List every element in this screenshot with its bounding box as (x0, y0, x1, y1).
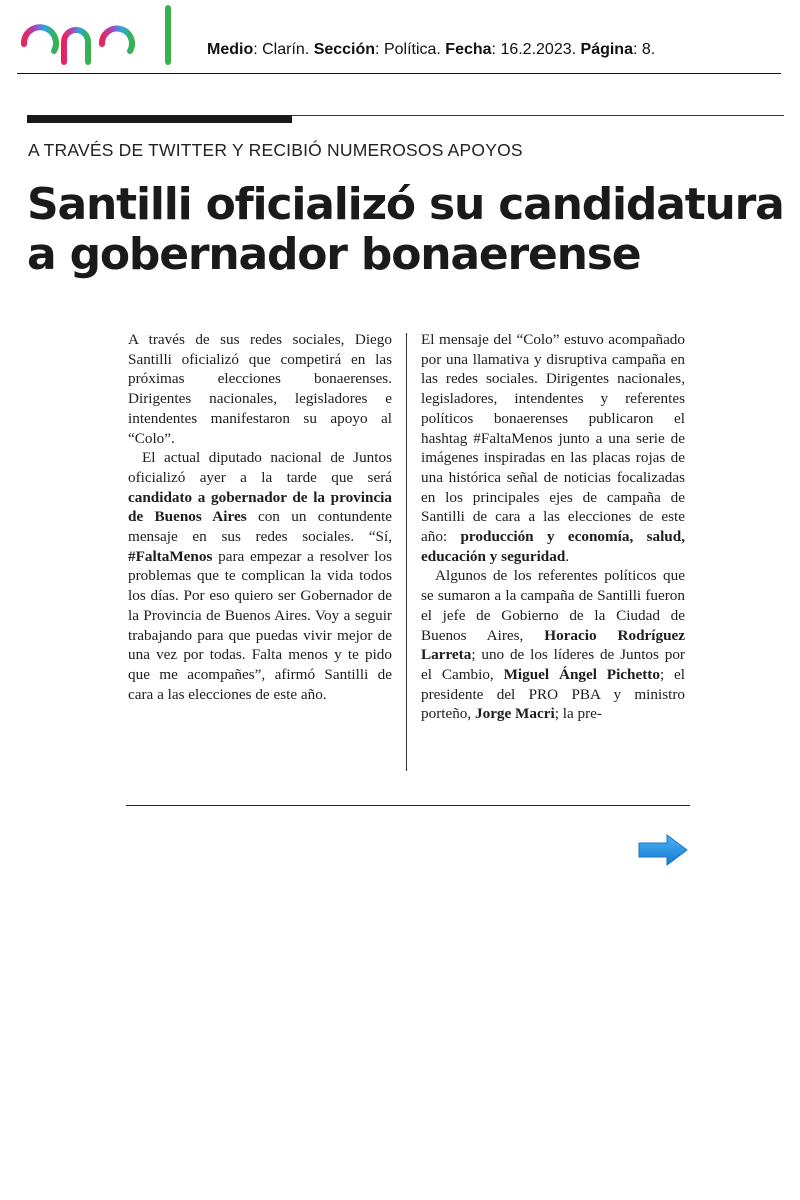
column-1-paragraph-2 (128, 448, 392, 704)
text-run: con un contundente mensaje en sus redes sociales. “Sí, (128, 508, 392, 546)
text-run: . (565, 547, 570, 565)
header-divider (17, 73, 781, 74)
text-run: El mensaje del “Colo” estuvo acompañado por una llamativa y disruptiva campaña en las redes sociales. Dirigentes nacionales, legisladores, intendentes y referentes políticos bonaerenses publicaron el hashtag #FaltaMenos junto a una serie de imágenes inspiradas en las placas rojas de una histórica señal de noticias focalizadas en los principales ejes de campaña de Santilli de cara a las elecciones de este año: (421, 331, 685, 546)
seccion-label: Sección (313, 41, 376, 58)
text-run: Algunos de los referentes políticos que se sumaron a la campaña de Santilli fueron el jefe de Gobierno de la Ciudad de Buenos Aires, (421, 567, 685, 644)
pagina-value: : 8. (632, 41, 656, 58)
arrow-right-icon[interactable] (637, 833, 689, 867)
column-1-paragraph-1: A través de sus redes sociales, Diego Santilli oficializó que competirá en las próximas elecciones bonaerenses. Dirigentes nacionales, legisladores e intendentes manifestaron su apoyo al “Colo”. (128, 331, 392, 447)
bold-run: Horacio Rodríguez Larreta (421, 626, 685, 664)
text-run: para empezar a resolver los problemas que te complican la vida todos los días. Por eso quiero ser Gobernador de la Provincia de Buenos Aires. Voy a seguir trabajando para que puedas vivir mejor de una vez por todas. Falta menos y te pido que me acompañes”, afirmó Santilli de cara a las elecciones de este año. (128, 547, 392, 703)
text-run: ; uno de los líderes de Juntos por el Cambio, (421, 646, 685, 683)
headline-line-2: a gobernador bonaerense (27, 229, 641, 280)
bold-run: Jorge Macri (475, 705, 555, 723)
pagina-label: Página (580, 41, 633, 58)
medio-value: : Clarín. (253, 41, 314, 58)
article-bottom-rule (126, 805, 690, 806)
column-2-paragraph-2 (421, 566, 685, 724)
text-run: ; el presidente del PRO PBA y ministro porteño, (421, 665, 685, 723)
seccion-value: : Política. (375, 41, 446, 58)
medio-label: Medio (207, 41, 254, 58)
column-2-paragraph-1 (421, 330, 685, 566)
bold-hashtag: #FaltaMenos (128, 547, 213, 565)
headline-line-1: Santilli oficializó su candidatura (27, 179, 784, 230)
text-run: El actual diputado nacional de Juntos oficializó ayer a la tarde que será (128, 449, 392, 486)
bold-run: Miguel Ángel Pichetto (503, 665, 660, 683)
text-run: ; la pre- (554, 705, 602, 723)
enel-logo (18, 4, 180, 68)
column-divider (406, 333, 407, 771)
article-headline (27, 180, 797, 280)
header-meta (207, 41, 655, 59)
article-column-1 (128, 330, 392, 704)
fecha-value: : 16.2.2023. (491, 41, 581, 58)
fecha-label: Fecha (445, 41, 492, 58)
article-column-2 (421, 330, 685, 724)
article-top-bar (27, 115, 292, 123)
article-kicker: A TRAVÉS DE TWITTER Y RECIBIÓ NUMEROSOS APOYOS (28, 140, 523, 160)
bold-run: producción y economía, salud, educación y seguridad (421, 528, 685, 565)
bold-run: candidato a gobernador de la provincia de Buenos Aires (128, 488, 392, 526)
